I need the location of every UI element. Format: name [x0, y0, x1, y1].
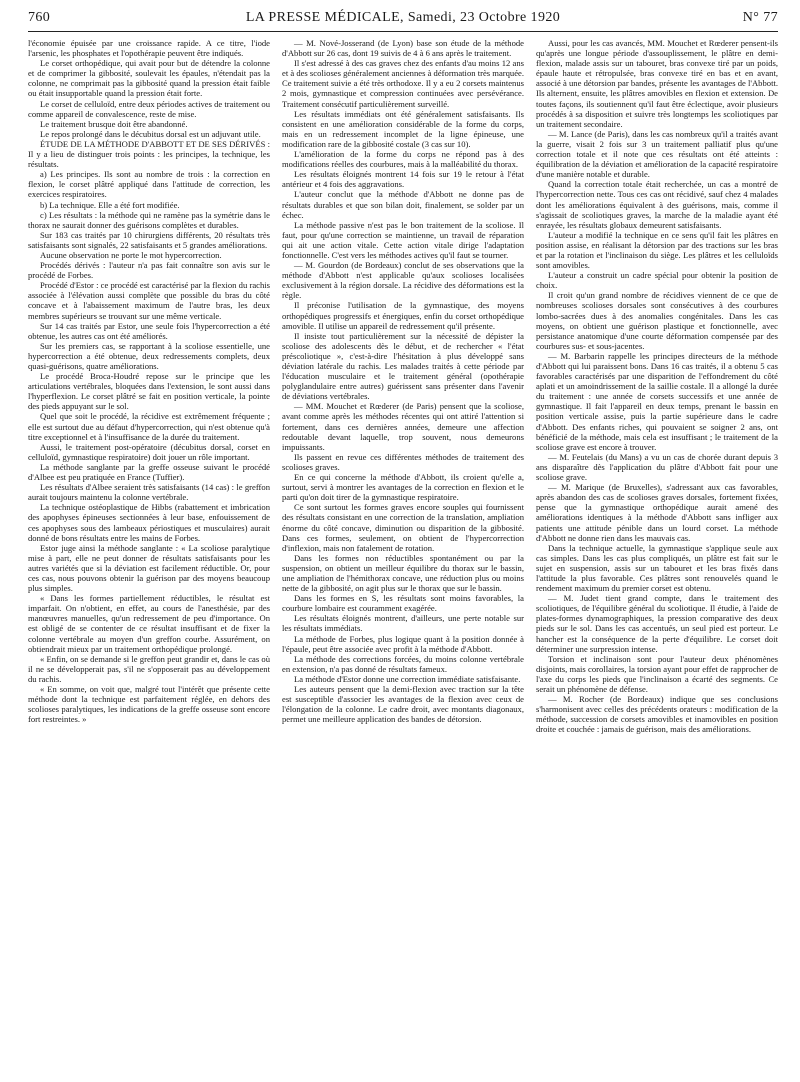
paragraph: « Dans les formes partiellement réductibles, le résultat est imparfait. On n'obtient, en effet, au cours de l'anesthésie, par des manœuvres manuelles, qu'un redressement de peu d'importance. On est obligé de se contenter de ce résultat insuffisant et de fixer la colonne vertébrale au moyen d'un greffon courbe. Assurément, on obtiendrait mieux par un traitement orthopédique prolongé.: [28, 593, 270, 654]
paragraph: Procédés dérivés : l'auteur n'a pas fait connaître son avis sur le procédé de Forbes.: [28, 260, 270, 281]
paragraph: Il préconise l'utilisation de la gymnastique, des moyens orthopédiques progressifs et énergiques, enfin du corset orthopédique amovible. Il utilise un appareil de redressement qu'il présente.: [282, 300, 524, 331]
paragraph: — MM. Mouchet et Rœderer (de Paris) pensent que la scoliose, avant comme après les méthodes récentes qui ont attiré l'attention si fortement, dans ces dernières années, demeure une affection redoutable devant laquelle, trop souvent, nous demeurons impuissants.: [282, 401, 524, 452]
paragraph: L'auteur a construit un cadre spécial pour obtenir la position de choix.: [536, 270, 778, 291]
journal-title: LA PRESSE MÉDICALE, Samedi, 23 Octobre 1920: [245, 10, 561, 25]
paragraph: Il insiste tout particulièrement sur la nécessité de dépister la scoliose des adolescents dès le début, et de rechercher « l'état préscoliotique », c'est-à-dire l'hésitation à plus développé sans déviation latérale du rachis. Les malades traités à cette période par l'éducation musculaire et le traitement général (opothérapie polyglandulaire entre autres) guérissent sans présenter dans l'avenir de déviations vertébrales.: [282, 330, 524, 402]
header-rule: [28, 31, 778, 32]
paragraph: Les résultats immédiats ont été généralement satisfaisants. Ils consistent en une amélioration considérable de la forme du corps, mais en un redressement incomplet de la ligne épineuse, une modification rare de la gibbosité costale (3 cas sur 10).: [282, 108, 524, 149]
section-heading-paragraph: ÉTUDE DE LA MÉTHODE D'ABBOTT ET DE SES DÉRIVÉS : Il y a lieu de distinguer trois points : les principes, la technique, les résultats.: [28, 138, 270, 170]
paragraph: Aucune observation ne porte le mot hypercorrection.: [40, 249, 222, 260]
paragraph: Aussi, pour les cas avancés, MM. Mouchet et Rœderer pensent-ils qu'après une longue période d'assouplissement, le plâtre en demi-flexion, malade assis sur un tabouret, bras convexe tiré par un poids, épaule haute et rétropulsée, bras convexe tiré en bas et en avant, associé à une détorsion par bandes, présente les avantages de l'Abbott. Ils alternent, ensuite, les plâtres amovibles en flexion et extension. De toutes façons, ils soutiennent qu'il faut être éclectique, avoir plusieurs procédés à sa disposition et suivre très longtemps les scoliotiques par un traitement secondaire.: [536, 38, 778, 129]
paragraph: — M. Barbarin rappelle les principes directeurs de la méthode d'Abbott qui lui paraissent bons. Dans 16 cas traités, il a obtenu 5 cas favorables caractérisés par une disparition de l'effondrement du côté aplati et un amoindrissement de la saillie costale. Il a allongé la durée du traitement : une année de corsets successifs et une année de gymnastique. Il fait l'appareil en deux temps, prenant le bassin en position verticale assise, puis la partie supérieure dans le cadre d'Abbott. Des enfants riches, qui pouvaient se soigner 2 ans, ont bénéficié de la méthode, mais cela est insuffisant ; le traitement de la scoliose grave est encore à trouver.: [536, 350, 778, 452]
paragraph: a) Les principes. Ils sont au nombre de trois : la correction en flexion, le corset plâtré appliqué dans l'attitude de correction, les exercices respiratoires.: [28, 169, 270, 200]
paragraph: Aussi, le traitement post-opératoire (décubitus dorsal, corset en celluloïd, gymnastique respiratoire) doit jouer un rôle important.: [28, 441, 270, 462]
paragraph: La méthode passive n'est pas le bon traitement de la scoliose. Il faut, pour qu'une correction se maintienne, un travail de réparation qui ait une action vitale. Cette action vitale dirige l'adaptation fonctionnelle. C'est vers les méthodes actives qu'il faut se tourner.: [282, 219, 524, 260]
paragraph: — M. Marique (de Bruxelles), s'adressant aux cas favorables, après abandon des cas de scolioses graves dorsales, fortement fixées, pense que la gymnastique orthopédique aurait amené des améliorations identiques à la méthode d'Abbott sans infliger aux patients une attitude pénible dans un lourd corset. La méthode d'Abbott ne donne rien dans les mauvais cas.: [536, 482, 778, 543]
paragraph: b) La technique. Elle a été fort modifiée.: [40, 199, 180, 210]
paragraph: Sur 183 cas traités par 10 chirurgiens différents, 20 résultats très satisfaisants sont signalés, 22 satisfaisants et 5 grandes améliorations.: [28, 229, 270, 250]
issue-number: N° 77: [742, 10, 778, 25]
paragraph: Dans la technique actuelle, la gymnastique s'applique seule aux cas simples. Dans les cas plus compliqués, un plâtre est fait sur le sujet en suspension, assis sur un tabouret et les bras fixés dans l'attitude la plus favorable. Ces plâtres sont renouvelés quand le rendement maximum du premier corset est obtenu.: [536, 542, 778, 594]
column-left: [28, 38, 270, 1076]
paragraph: — M. Feutelais (du Mans) a vu un cas de chorée durant depuis 3 ans disparaître dès l'application du plâtre d'Abbott fait pour une scoliose grave.: [536, 451, 778, 483]
paragraph: — M. Lance (de Paris), dans les cas nombreux qu'il a traités avant la guerre, visait 2 fois sur 3 un traitement palliatif plus qu'une correction totale et il note que ces résultats ont été atteints : équilibration de la déviation et amélioration de la capacité respiratoire d'une manière notable et durable.: [536, 128, 778, 180]
running-header: [28, 10, 778, 30]
paragraph: — M. Gourdon (de Bordeaux) conclut de ses observations que la méthode d'Abbott n'est applicable qu'aux scolioses localisées exclusivement à la région dorsale. La récidive des déformations est la règle.: [282, 260, 524, 301]
paragraph: — M. Nové-Josserand (de Lyon) base son étude de la méthode d'Abbott sur 26 cas, dont 19 suivis de 4 à 6 ans après le traitement.: [282, 38, 524, 59]
text-columns: [28, 38, 778, 1076]
paragraph: Dans les formes non réductibles spontanément ou par la suspension, on obtient un meilleur équilibre du thorax sur le bassin, une ampliation de l'hémithorax concave, une réduction plus ou moins nette de la gibbosité, on agit plus sur le thorax que sur le bassin.: [282, 552, 524, 594]
paragraph: Les résultats éloignés montrent, d'ailleurs, une perte notable sur les résultats immédiats.: [282, 613, 524, 634]
paragraph: Le traitement brusque doit être abandonné.: [40, 118, 188, 129]
paragraph: Le repos prolongé dans le décubitus dorsal est un adjuvant utile.: [40, 128, 261, 139]
paragraph: Le procédé Broca-Houdré repose sur le principe que les articulations vertébrales, bloquées dans l'extension, le sont aussi dans l'hyperflexion. Le corset plâtré se fait en position verticale, la pointe des pieds appuyant sur le sol.: [28, 371, 270, 412]
paragraph: — M. Judet tient grand compte, dans le traitement des scoliotiques, de l'équilibre général du scoliotique. Il étudie, à l'aide de plates-formes dynamographiques, la pression comparative des deux pieds sur le sol. Dans les cas accentués, un seul pied est porteur. Le hancher est la conséquence de la perte d'équilibre. Le corset doit déterminer une surpression intense.: [536, 593, 778, 654]
paragraph: — M. Rocher (de Bordeaux) indique que ses conclusions s'harmonisent avec celles des précédents orateurs : modification de la méthode, succession de corsets amovibles et inamovibles en position droite et couchée : jamais de guérison, mais des améliorations.: [536, 694, 778, 735]
paragraph: Les résultats éloignés montrent 14 fois sur 19 le retour à l'état antérieur et 4 fois des aggravations.: [282, 169, 524, 190]
paragraph: La méthode des corrections forcées, du moins colonne vertébrale en extension, n'a pas donné de résultats fameux.: [282, 653, 524, 674]
column-right: [536, 38, 778, 1076]
paragraph: c) Les résultats : la méthode qui ne ramène pas la symétrie dans le thorax ne saurait donner des guérisons complètes et durables.: [28, 209, 270, 230]
paragraph: Estor juge ainsi la méthode sanglante : « La scoliose paralytique mise à part, elle ne peut donner de résultats satisfaisants pour les autres variétés que si la déviation est facilement réductible. Or, pour ces cas, nous pouvons obtenir la guérison par des moyens beaucoup plus simples.: [28, 542, 270, 594]
paragraph: « Enfin, on se demande si le greffon peut grandir et, dans le cas où il ne se développerait pas, s'il ne s'opposerait pas au développement du rachis.: [28, 653, 270, 684]
paragraph: Les auteurs pensent que la demi-flexion avec traction sur la tête est susceptible d'associer les avantages de la flexion avec ceux de l'élongation de la colonne. Le cadre droit, avec montants diagonaux, permet une meilleure application des bandes de détorsion.: [282, 684, 524, 725]
paragraph: Le corset de celluloïd, entre deux périodes actives de traitement ou comme appareil de convalescence, reste de mise.: [28, 98, 270, 119]
paragraph: L'amélioration de la forme du corps ne répond pas à des modifications réelles des courbures, mais à la malléabilité du thorax.: [282, 149, 524, 170]
paragraph: « En somme, on voit que, malgré tout l'intérêt que présente cette méthode dont la technique est parfaitement réglée, en dehors des scolioses paralytiques, les indications de la greffe osseuse sont encore fort restreintes. »: [28, 684, 270, 725]
paragraph: Quand la correction totale était recherchée, un cas a montré de l'hypercorrection nette. Tous ces cas ont récidivé, sauf chez 4 malades dont les améliorations équivalent à des guérisons, mais, comme il s'agissait de scoliotiques graves, la marche de la maladie ayant été enrayée, les résultats globaux demeurent satisfaisants.: [536, 179, 778, 230]
column-middle: [282, 38, 524, 1076]
paragraph: La méthode sanglante par la greffe osseuse suivant le procédé d'Albee est peu pratiquée en France (Tuffier).: [28, 461, 270, 483]
paragraph: L'auteur conclut que la méthode d'Abbott ne donne pas de résultats durables et que son bilan doit, finalement, se solder par un échec.: [282, 189, 524, 220]
paragraph: La méthode d'Estor donne une correction immédiate satisfaisante.: [294, 673, 521, 684]
paragraph: Le corset orthopédique, qui avait pour but de détendre la colonne et de comprimer la gibbosité, soulevait les épaules, n'étendait pas la colonne, ne comprimait pas la gibbosité quand la pression était faible ou était insupportable quand la pression était forte.: [28, 58, 270, 99]
paragraph: Ce sont surtout les formes graves encore souples qui fournissent des résultats consistant en une correction de la translation, ampliation énorme du côté concave, diminution ou disparition de la gibbosité. Dans ces formes, seulement, on obtient de l'hypercorrection d'inflexion, mais non fatalement de rotation.: [282, 502, 524, 553]
paragraph: L'auteur a modifié la technique en ce sens qu'il fait les plâtres en position assise, en réalisant la détorsion par des tractions sur les bras et par la rotation et l'inclinaison du siège. Les plâtres et les celluloïds sont amovibles.: [536, 229, 778, 271]
paragraph: l'économie épuisée par une croissance rapide. A ce titre, l'iode l'arsenic, les phosphates et l'opothérapie peuvent être indiqués.: [28, 38, 270, 59]
paragraph: Quel que soit le procédé, la récidive est extrêmement fréquente ; elle est surtout due au défaut d'hypercorrection, qui n'est obtenue qu'à titre exceptionnel et à l'insuffisance de la durée du traitement.: [28, 411, 270, 442]
paragraph: Sur les premiers cas, se rapportant à la scoliose essentielle, une hypercorrection a été obtenue, deux redressements complets, deux quasi-guérisons, quatre améliorations.: [28, 340, 270, 371]
paragraph: Torsion et inclinaison sont pour l'auteur deux phénomènes disjoints, mais corollaires, la torsion ayant pour effet de rapprocher de l'axe du corps les pieds que l'inclinaison a écarté des segments. Ce serait un phénomène de défense.: [536, 653, 778, 694]
paragraph: La technique ostéoplastique de Hibbs (rabattement et imbrication des apophyses épineuses sectionnées à leur base, enfouissement de ces apophyses sous des lambeaux périostiques et musculaires) aurait donné de bons résultats entre les mains de Forbes.: [28, 502, 270, 543]
paragraph: Sur 14 cas traités par Estor, une seule fois l'hypercorrection a été obtenue, les autres cas ont été améliorés.: [28, 320, 270, 341]
paragraph: Il croit qu'un grand nombre de récidives viennent de ce que de nombreuses scolioses dorsales sont consécutives à des courbures lombo-sacrées dues à des anomalies congénitales. Dans les cas moyens, on obtient une guérison plastique et fonctionnelle, avec persistance anatomique d'une courte déformation compensée par des courbures sus- et sous-jacentes.: [536, 290, 778, 351]
paragraph: Dans les formes en S, les résultats sont moins favorables, la courbure lombaire est couramment exagérée.: [282, 593, 524, 614]
paragraph: Les résultats d'Albee seraient très satisfaisants (14 cas) : le greffon aurait toujours maintenu la colonne vertébrale.: [28, 482, 270, 503]
paragraph: Il s'est adressé à des cas graves chez des enfants d'au moins 12 ans et à des scolioses généralement anciennes à déformation très marquée. Ce traitement suivie a été très orthodoxe. Il y a eu 2 corsets maintenus 2 mois, gymnastique et compression continuées avec persévérance. Traitement consécutif particulièrement surveillé.: [282, 58, 524, 109]
paragraph: Procédé d'Estor : ce procédé est caractérisé par la flexion du rachis associée à l'élévation aussi complète que possible du bras du côté concave et à l'abaissement maximum de l'autre bras, les deux membres supérieurs se trouvant sur une même verticale.: [28, 280, 270, 321]
paragraph: La méthode de Forbes, plus logique quant à la position donnée à l'épaule, peut être associée avec profit à la méthode d'Abbott.: [282, 633, 524, 654]
page-number: 760: [28, 10, 51, 25]
paragraph: En ce qui concerne la méthode d'Abbott, ils croient qu'elle a, surtout, servi à montrer les avantages de la correction en flexion et le parti qu'on doit tirer de la gymnastique respiratoire.: [282, 472, 524, 503]
paragraph: Ils passent en revue ces différentes méthodes de traitement des scolioses graves.: [282, 451, 524, 472]
